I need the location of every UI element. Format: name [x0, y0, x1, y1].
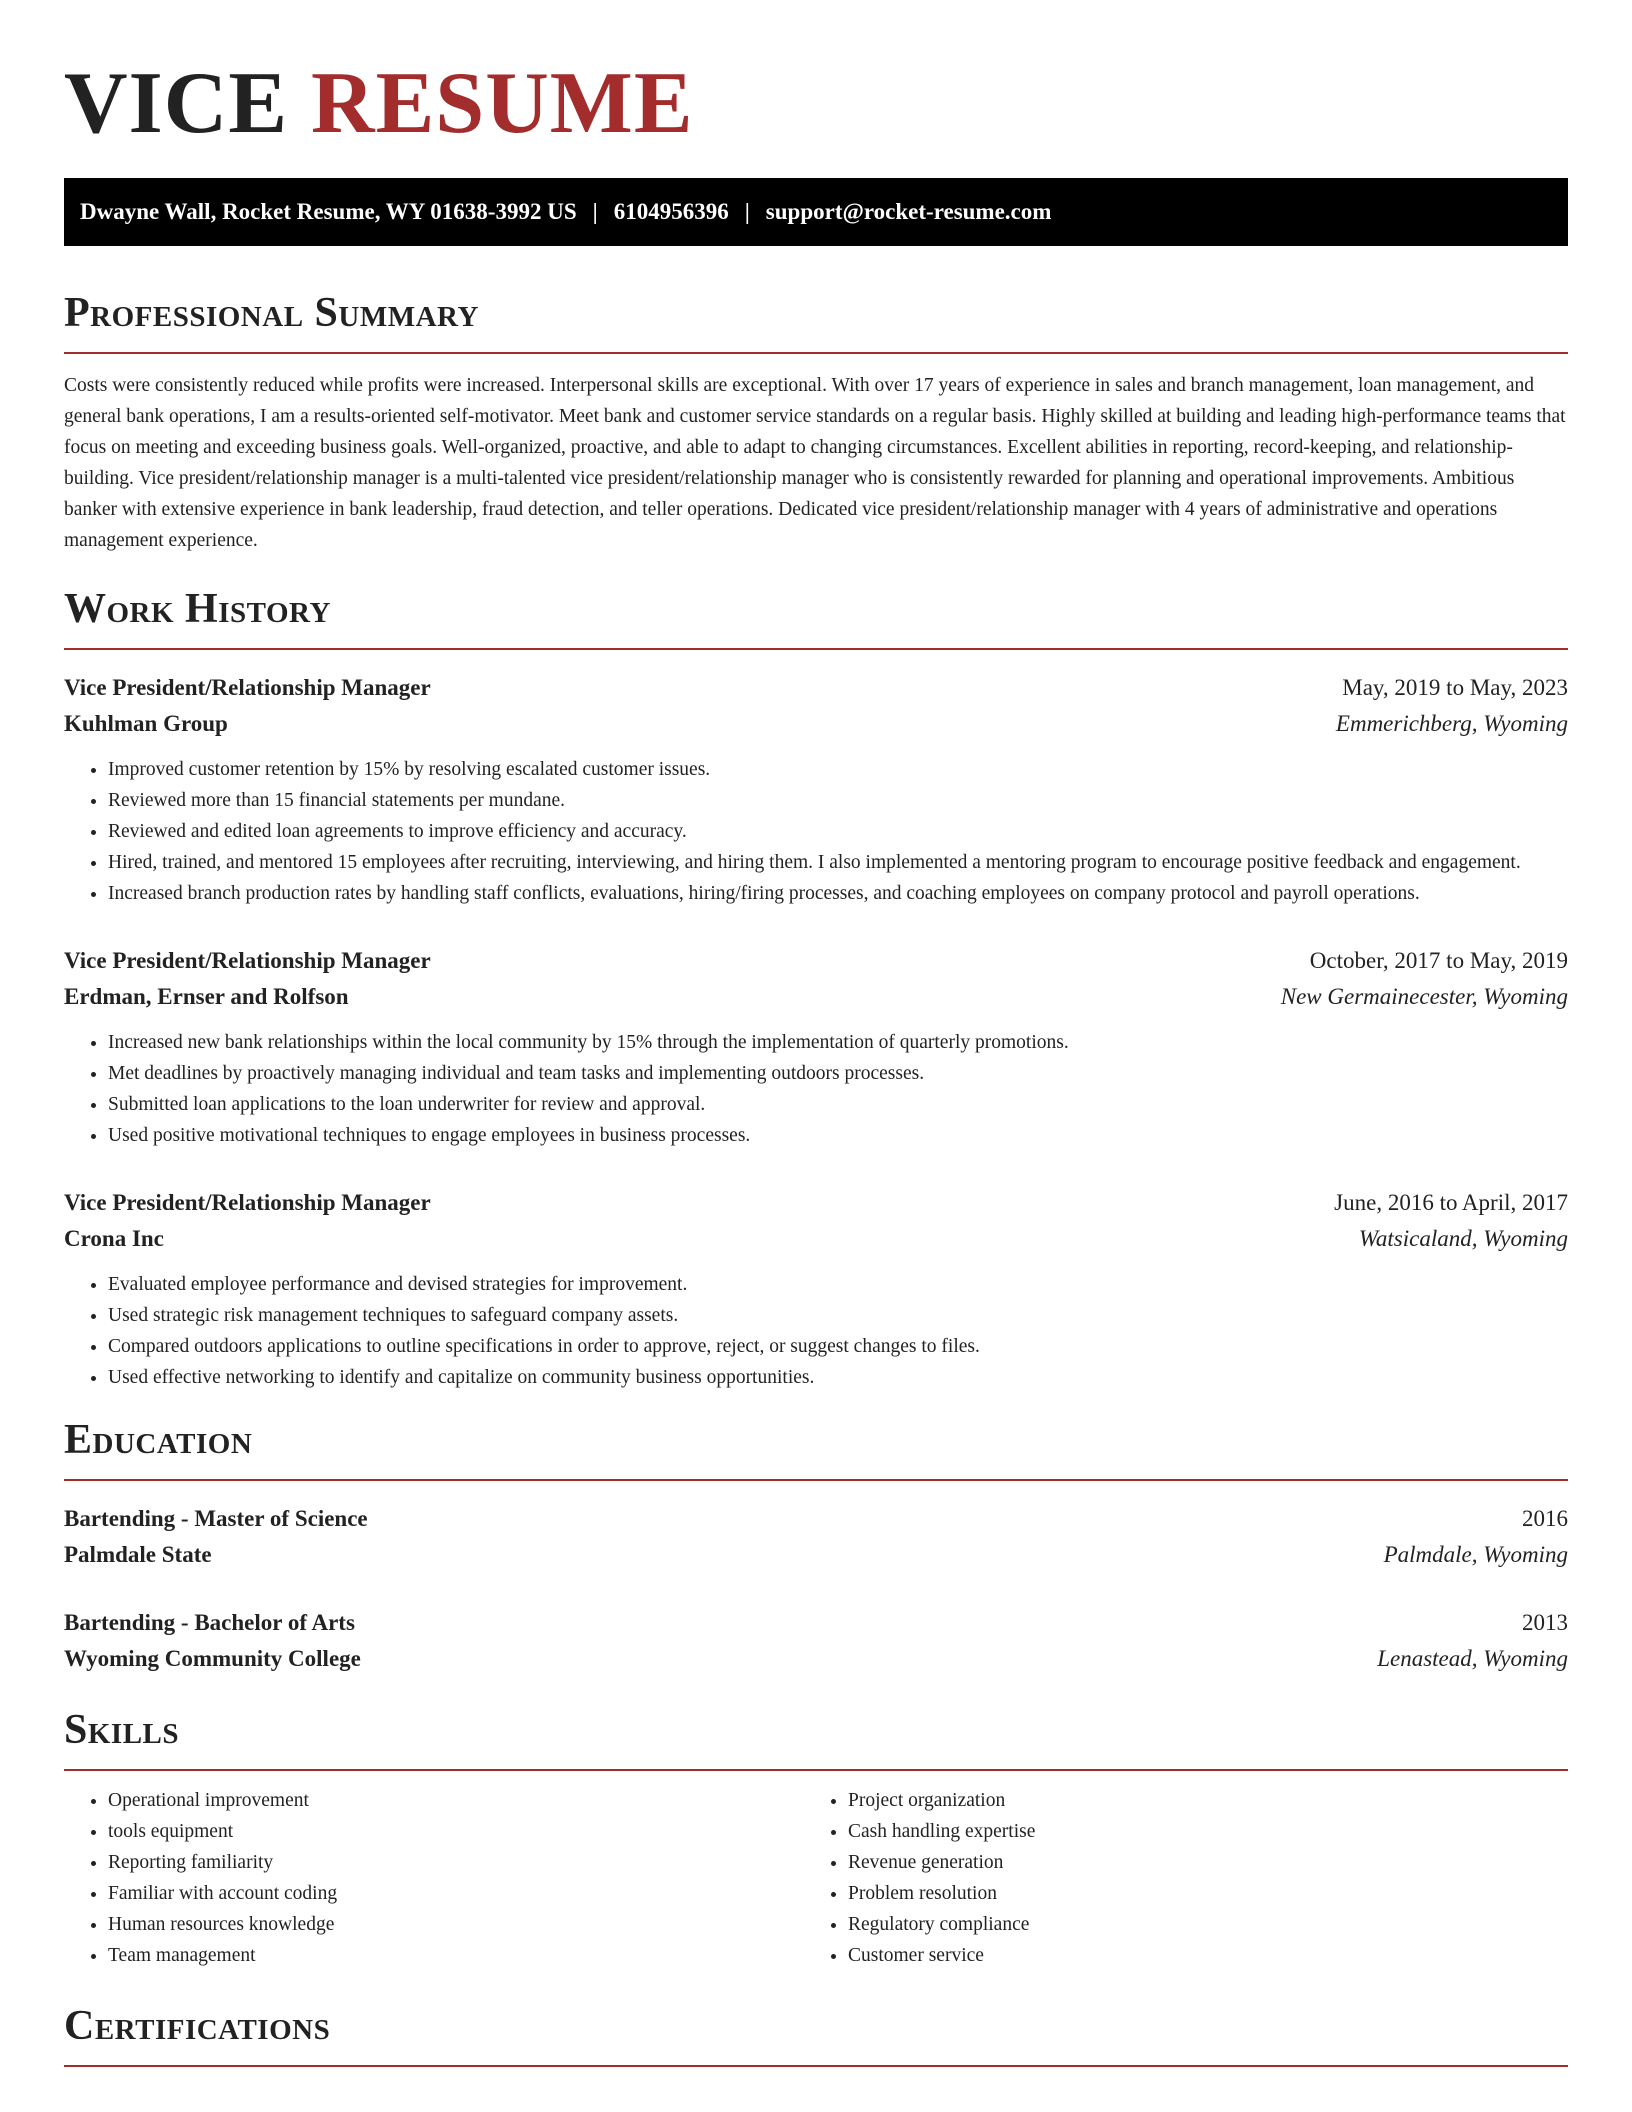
- job-bullet: • Increased new bank relationships within the local community by 15% through the implementation of quarterly promotions.: [108, 1027, 1568, 1058]
- education-entry: [64, 1501, 1568, 1573]
- job-bullet: • Hired, trained, and mentored 15 employees after recruiting, interviewing, and hiring them. I also implemented a mentoring program to encourage positive feedback and engagement.: [108, 847, 1568, 878]
- education-entry: [64, 1605, 1568, 1677]
- job-entry: [64, 943, 1568, 1151]
- education-list: [64, 1501, 1568, 1677]
- job-location: New Germainecester, Wyoming: [1280, 984, 1568, 1009]
- education-degree-row: [64, 1501, 1568, 1537]
- skill-item: • Project organization: [848, 1785, 1544, 1816]
- job-bullets: [64, 754, 1568, 909]
- resume-title: [64, 56, 1568, 152]
- job-title: Vice President/Relationship Manager: [64, 1190, 431, 1215]
- skill-item: • Problem resolution: [848, 1878, 1544, 1909]
- job-dates: May, 2019 to May, 2023: [1342, 675, 1568, 700]
- job-company-row: [64, 706, 1568, 742]
- job-header-row: [64, 943, 1568, 979]
- education-school-row: [64, 1537, 1568, 1573]
- certifications-heading: Certifications: [64, 2001, 1568, 2067]
- job-bullet: • Used effective networking to identify and capitalize on community business opportunities.: [108, 1362, 1568, 1393]
- job-company: Kuhlman Group: [64, 711, 228, 736]
- education-school: Palmdale State: [64, 1542, 212, 1567]
- skills-column-left: [64, 1785, 804, 1971]
- job-location: Watsicaland, Wyoming: [1358, 1226, 1568, 1251]
- skill-item: • Regulatory compliance: [848, 1909, 1544, 1940]
- job-bullet: • Compared outdoors applications to outline specifications in order to approve, reject, or suggest changes to files.: [108, 1331, 1568, 1362]
- job-header-row: [64, 1185, 1568, 1221]
- job-header-row: [64, 670, 1568, 706]
- job-bullet: • Met deadlines by proactively managing individual and team tasks and implementing outdoors processes.: [108, 1058, 1568, 1089]
- contact-separator: |: [744, 199, 750, 224]
- job-title: Vice President/Relationship Manager: [64, 948, 431, 973]
- skill-item: • Operational improvement: [108, 1785, 804, 1816]
- contact-bar: [64, 178, 1568, 246]
- summary-heading: Professional Summary: [64, 288, 1568, 354]
- job-company-row: [64, 979, 1568, 1015]
- job-bullets: [64, 1027, 1568, 1151]
- job-entry: [64, 1185, 1568, 1393]
- contact-address: Dwayne Wall, Rocket Resume, WY 01638-3992 US: [80, 199, 577, 224]
- summary-text: Costs were consistently reduced while profits were increased. Interpersonal skills are exceptional. With over 17 years of experience in sales and branch management, loan management, and general bank operations, I am a results-oriented self-motivator. Meet bank and customer service standards on a regular basis. Highly skilled at building and leading high-performance teams that focus on meeting and exceeding business goals. Well-organized, proactive, and able to adapt to changing circumstances. Excellent abilities in reporting, record-keeping, and relationship-building. Vice president/relationship manager is a multi-talented vice president/relationship manager who is consistently rewarded for planning and operational improvements. Ambitious banker with extensive experience in bank leadership, fraud detection, and teller operations. Dedicated vice president/relationship manager with 4 years of administrative and operations management experience.: [64, 375, 1566, 551]
- skill-item: • Reporting familiarity: [108, 1847, 804, 1878]
- job-company-row: [64, 1221, 1568, 1257]
- work-history-heading: Work History: [64, 584, 1568, 650]
- education-year: 2013: [1522, 1610, 1568, 1635]
- education-degree: Bartending - Bachelor of Arts: [64, 1610, 355, 1635]
- job-bullet: • Increased branch production rates by handling staff conflicts, evaluations, hiring/firing processes, and coaching employees on company protocol and payroll operations.: [108, 878, 1568, 909]
- skills-grid: [64, 1785, 1568, 1971]
- job-location: Emmerichberg, Wyoming: [1335, 711, 1568, 736]
- skill-item: • Customer service: [848, 1940, 1544, 1971]
- skill-item: • Revenue generation: [848, 1847, 1544, 1878]
- job-bullet: • Improved customer retention by 15% by resolving escalated customer issues.: [108, 754, 1568, 785]
- job-title: Vice President/Relationship Manager: [64, 675, 431, 700]
- skills-heading: Skills: [64, 1705, 1568, 1771]
- education-degree: Bartending - Master of Science: [64, 1506, 368, 1531]
- contact-phone: 6104956396: [613, 199, 729, 224]
- job-bullet: • Used positive motivational techniques to engage employees in business processes.: [108, 1120, 1568, 1151]
- contact-email: support@rocket-resume.com: [765, 199, 1052, 224]
- job-bullets: [64, 1269, 1568, 1393]
- skills-column-right: [804, 1785, 1544, 1971]
- job-dates: June, 2016 to April, 2017: [1334, 1190, 1568, 1215]
- education-year: 2016: [1522, 1506, 1568, 1531]
- work-history-list: [64, 670, 1568, 1393]
- education-heading: Education: [64, 1415, 1568, 1481]
- job-company: Crona Inc: [64, 1226, 164, 1251]
- skill-item: • tools equipment: [108, 1816, 804, 1847]
- skill-item: • Human resources knowledge: [108, 1909, 804, 1940]
- job-bullet: • Submitted loan applications to the loan underwriter for review and approval.: [108, 1089, 1568, 1120]
- job-company: Erdman, Ernser and Rolfson: [64, 984, 349, 1009]
- skill-item: • Cash handling expertise: [848, 1816, 1544, 1847]
- job-bullet: • Used strategic risk management techniques to safeguard company assets.: [108, 1300, 1568, 1331]
- education-degree-row: [64, 1605, 1568, 1641]
- title-accent-word: RESUME: [311, 55, 694, 152]
- education-location: Palmdale, Wyoming: [1383, 1542, 1568, 1567]
- education-school-row: [64, 1641, 1568, 1677]
- education-location: Lenastead, Wyoming: [1377, 1646, 1568, 1671]
- contact-separator: |: [592, 199, 598, 224]
- education-school: Wyoming Community College: [64, 1646, 361, 1671]
- skill-item: • Team management: [108, 1940, 804, 1971]
- job-bullet: • Reviewed more than 15 financial statements per mundane.: [108, 785, 1568, 816]
- title-first-word: VICE: [64, 55, 289, 152]
- skill-item: • Familiar with account coding: [108, 1878, 804, 1909]
- job-dates: October, 2017 to May, 2019: [1309, 948, 1568, 973]
- job-entry: [64, 670, 1568, 909]
- job-bullet: • Evaluated employee performance and devised strategies for improvement.: [108, 1269, 1568, 1300]
- job-bullet: • Reviewed and edited loan agreements to improve efficiency and accuracy.: [108, 816, 1568, 847]
